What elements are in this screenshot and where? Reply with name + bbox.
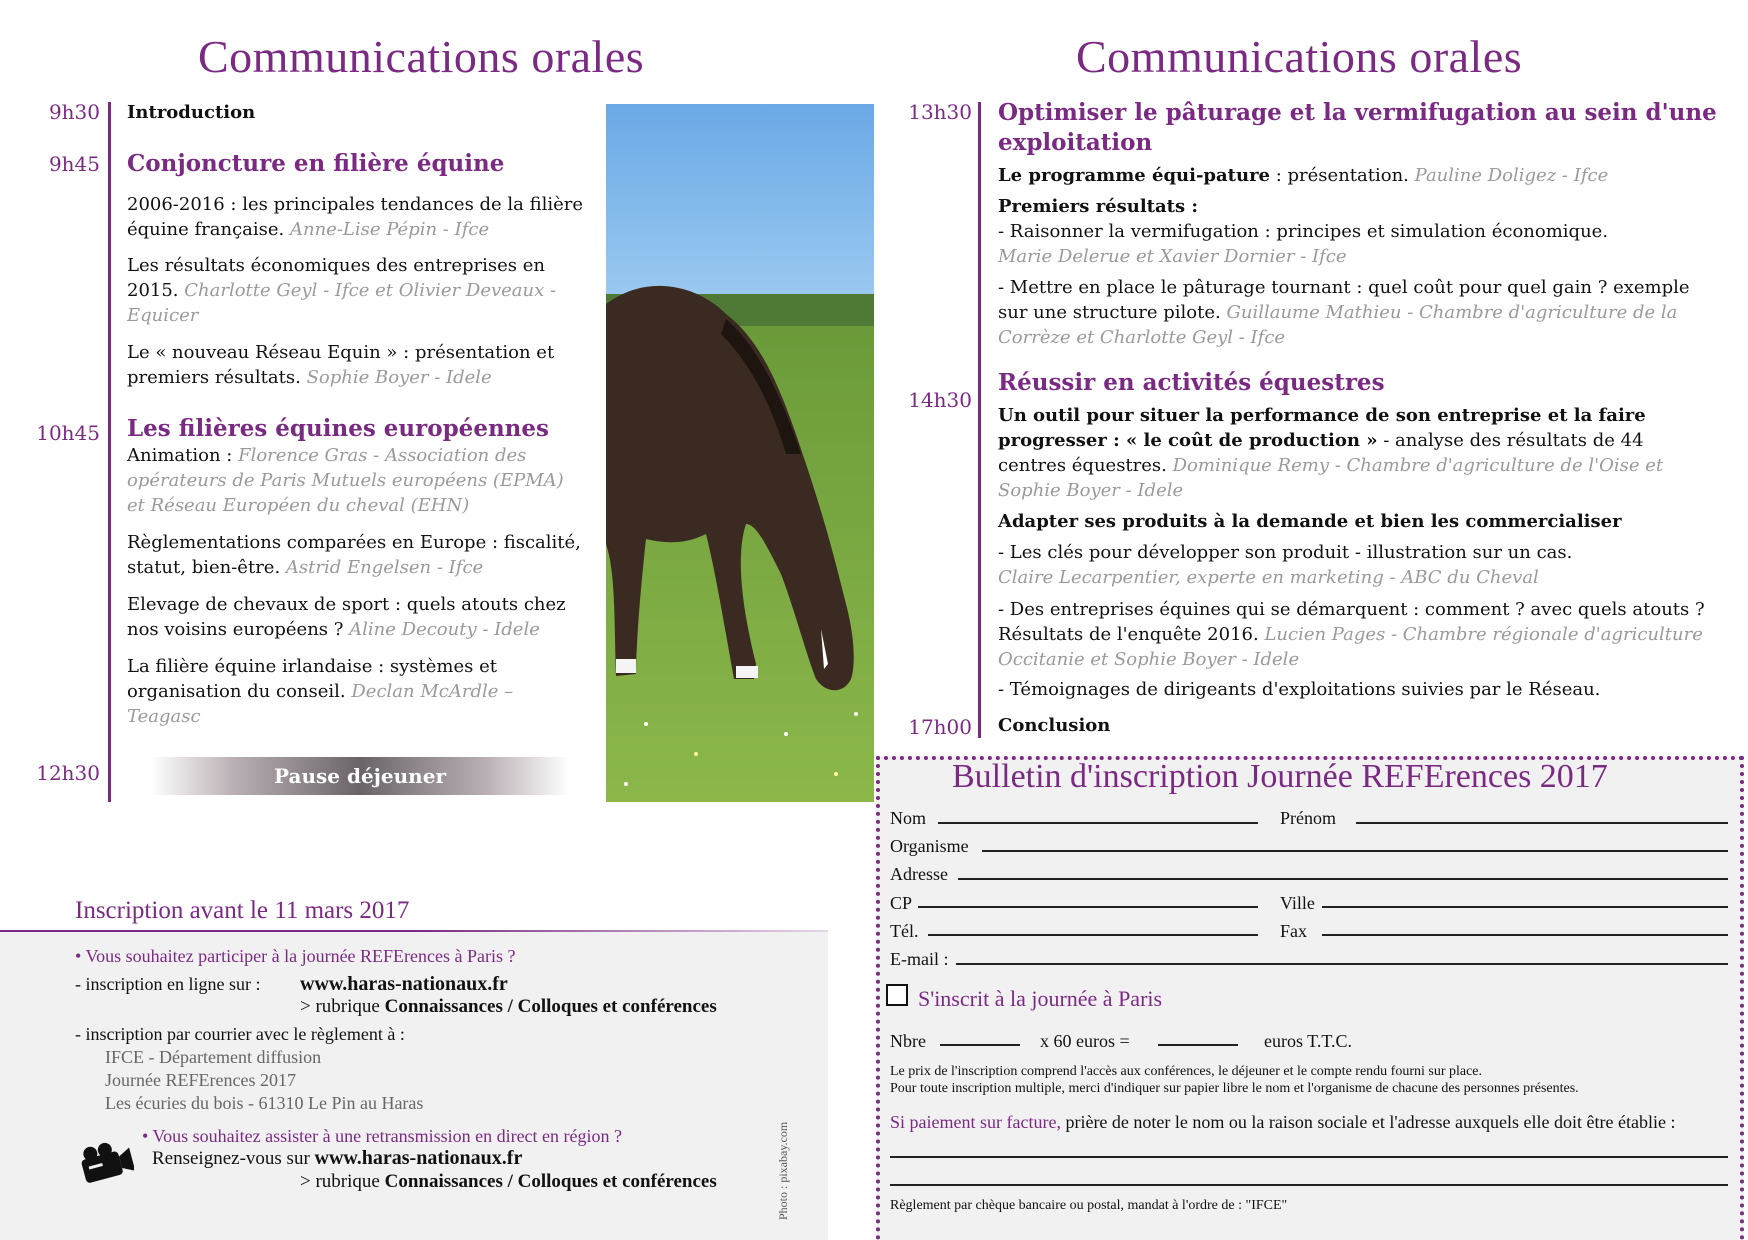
time-pause: 12h30: [36, 761, 100, 785]
address-line-3: Les écuries du bois - 61310 Le Pin au Haras: [105, 1093, 424, 1113]
nbre-field[interactable]: [940, 1044, 1020, 1046]
prix-label: x 60 euros =: [1040, 1031, 1130, 1051]
left-s2-item2: Règlementations comparées en Europe : fiscalité, statut, bien-être. Astrid Engelsen - Ifce: [127, 532, 581, 578]
fax-label: Fax: [1280, 921, 1307, 941]
camera-icon: [78, 1140, 134, 1188]
prenom-label: Prénom: [1280, 808, 1336, 828]
left-page-title: Communications orales: [198, 31, 645, 82]
time-end: 17h00: [908, 715, 972, 739]
nom-field[interactable]: [938, 822, 1258, 824]
ville-label: Ville: [1280, 893, 1315, 913]
right-s1-p3: - Raisonner la vermifugation : principes et simulation économique. Marie Delerue et Xavier Dornier - Ifce: [998, 221, 1609, 267]
left-s2-item1: Animation : Florence Gras - Association des opérateurs de Paris Mutuels européens (EPMA) et Réseau Européen du cheval (EHN): [127, 445, 564, 516]
right-s2-p3: - Les clés pour développer son produit - illustration sur un cas. Claire Lecarpentier, experte en marketing - ABC du Cheval: [998, 542, 1573, 588]
inscrit-checkbox[interactable]: [886, 984, 908, 1006]
right-s2-p5: - Témoignages de dirigeants d'exploitations suivies par le Réseau.: [998, 679, 1601, 700]
renseignez-url[interactable]: www.haras-nationaux.fr: [314, 1147, 523, 1169]
time-s1: 9h45: [48, 152, 100, 176]
time-r-s2: 14h30: [908, 388, 972, 412]
inscrit-label: S'inscrit à la journée à Paris: [918, 986, 1163, 1011]
left-s1-item1: 2006-2016 : les principales tendances de la filière équine française. Anne-Lise Pépin - Ifce: [127, 194, 584, 240]
left-section1-title: Conjoncture en filière équine: [127, 150, 505, 177]
right-section2-title: Réussir en activités équestres: [998, 369, 1385, 396]
price-note-1: Le prix de l'inscription comprend l'accès aux conférences, le déjeuner et le compte rendu fourni sur place.: [890, 1064, 1483, 1079]
email-field[interactable]: [956, 963, 1728, 965]
right-s2-p4: - Des entreprises équines qui se démarquent : comment ? avec quels atouts ? Résultats de l'enquête 2016. Lucien Pages - Chambre régionale d'agriculture Occitanie et Sophie Boyer - Idele: [998, 599, 1705, 670]
conclusion-label: Conclusion: [998, 715, 1111, 736]
inscription-q1: • Vous souhaitez participer à la journée REFErences à Paris ?: [75, 946, 516, 966]
tel-field[interactable]: [928, 934, 1258, 936]
ville-field[interactable]: [1322, 906, 1728, 908]
rubrique-line-2: > rubrique Connaissances / Colloques et conférences: [300, 1171, 717, 1192]
fax-field[interactable]: [1322, 934, 1728, 936]
right-s1-p2: Premiers résultats :: [998, 196, 1199, 217]
left-s1-item3: Le « nouveau Réseau Equin » : présentation et premiers résultats. Sophie Boyer - Idele: [127, 342, 555, 388]
time-s2: 10h45: [36, 421, 100, 445]
courrier-label: - inscription par courrier avec le règlement à :: [75, 1024, 405, 1044]
right-timeline-line: [978, 102, 981, 738]
facture-field-1[interactable]: [890, 1156, 1728, 1158]
tel-label: Tél.: [890, 921, 919, 941]
online-label: - inscription en ligne sur :: [75, 974, 261, 994]
reglement-note: Règlement par chèque bancaire ou postal, mandat à l'ordre de : "IFCE": [890, 1198, 1288, 1213]
bulletin-title: Bulletin d'inscription Journée REFErences 2017: [952, 758, 1608, 795]
right-s1-p4: - Mettre en place le pâturage tournant : quel coût pour quel gain ? exemple sur une structure pilote. Guillaume Mathieu - Chambre d'agriculture de la Corrèze et Charlotte Geyl - Ifce: [998, 277, 1690, 348]
email-label: E-mail :: [890, 949, 949, 969]
right-section1-title: Optimiser le pâturage et la vermifugation au sein d'une exploitation: [998, 99, 1717, 156]
time-r-s1: 13h30: [908, 100, 972, 124]
time-intro: 9h30: [48, 100, 100, 124]
intro-label: Introduction: [127, 102, 256, 123]
facture-field-2[interactable]: [890, 1184, 1728, 1186]
nom-label: Nom: [890, 808, 926, 828]
address-line-1: IFCE - Département diffusion: [105, 1047, 322, 1067]
left-s2-item4: La filière équine irlandaise : systèmes et organisation du conseil. Declan McArdle – Teagasc: [127, 656, 514, 727]
right-s1-p1: Le programme équi-pature : présentation. Pauline Doligez - Ifce: [998, 165, 1609, 186]
renseignez-line: Renseignez-vous sur www.haras-nationaux.fr: [152, 1147, 523, 1169]
prenom-field[interactable]: [1356, 822, 1728, 824]
adresse-field[interactable]: [958, 878, 1728, 880]
price-note-2: Pour toute inscription multiple, merci d'indiquer sur papier libre le nom et l'organisme de chacune des personnes présentes.: [890, 1081, 1579, 1096]
organisme-field[interactable]: [982, 850, 1728, 852]
cp-field[interactable]: [918, 906, 1258, 908]
euros-label: euros T.T.C.: [1264, 1031, 1352, 1051]
rubrique-line-1: > rubrique Connaissances / Colloques et conférences: [300, 996, 717, 1017]
pause-banner: Pause déjeuner: [150, 757, 570, 795]
left-section2-title: Les filières équines européennes: [127, 415, 549, 442]
total-field[interactable]: [1158, 1044, 1238, 1046]
left-timeline-line: [108, 102, 111, 802]
online-url[interactable]: www.haras-nationaux.fr: [300, 973, 508, 995]
photo-credit: Photo : pixabay.com: [776, 1121, 790, 1220]
organisme-label: Organisme: [890, 836, 969, 856]
right-s2-p2: Adapter ses produits à la demande et bien les commercialiser: [998, 511, 1622, 532]
cp-label: CP: [890, 893, 913, 913]
inscription-title: Inscription avant le 11 mars 2017: [75, 897, 410, 924]
horse-photo: [606, 104, 874, 802]
nbre-label: Nbre: [890, 1031, 926, 1051]
address-line-2: Journée REFErences 2017: [105, 1070, 296, 1090]
left-s2-item3: Elevage de chevaux de sport : quels atouts chez nos voisins européens ? Aline Decouty - Idele: [127, 594, 566, 640]
facture-line: Si paiement sur facture, prière de noter le nom ou la raison sociale et l'adresse auxquels elle doit être établie :: [890, 1112, 1676, 1132]
inscription-q2: • Vous souhaitez assister à une retransmission en direct en région ?: [142, 1126, 623, 1146]
right-page-title: Communications orales: [1076, 31, 1523, 82]
right-s2-p1: Un outil pour situer la performance de son entreprise et la faire progresser : « le coût de production » - analyse des résultats de 44 centres équestres. Dominique Remy - Chambre d'agriculture de l'Oise et Sophie Boyer - Idele: [998, 405, 1664, 501]
adresse-label: Adresse: [890, 864, 948, 884]
left-s1-item2: Les résultats économiques des entreprises en 2015. Charlotte Geyl - Ifce et Olivier Deveaux - Equicer: [127, 255, 557, 326]
